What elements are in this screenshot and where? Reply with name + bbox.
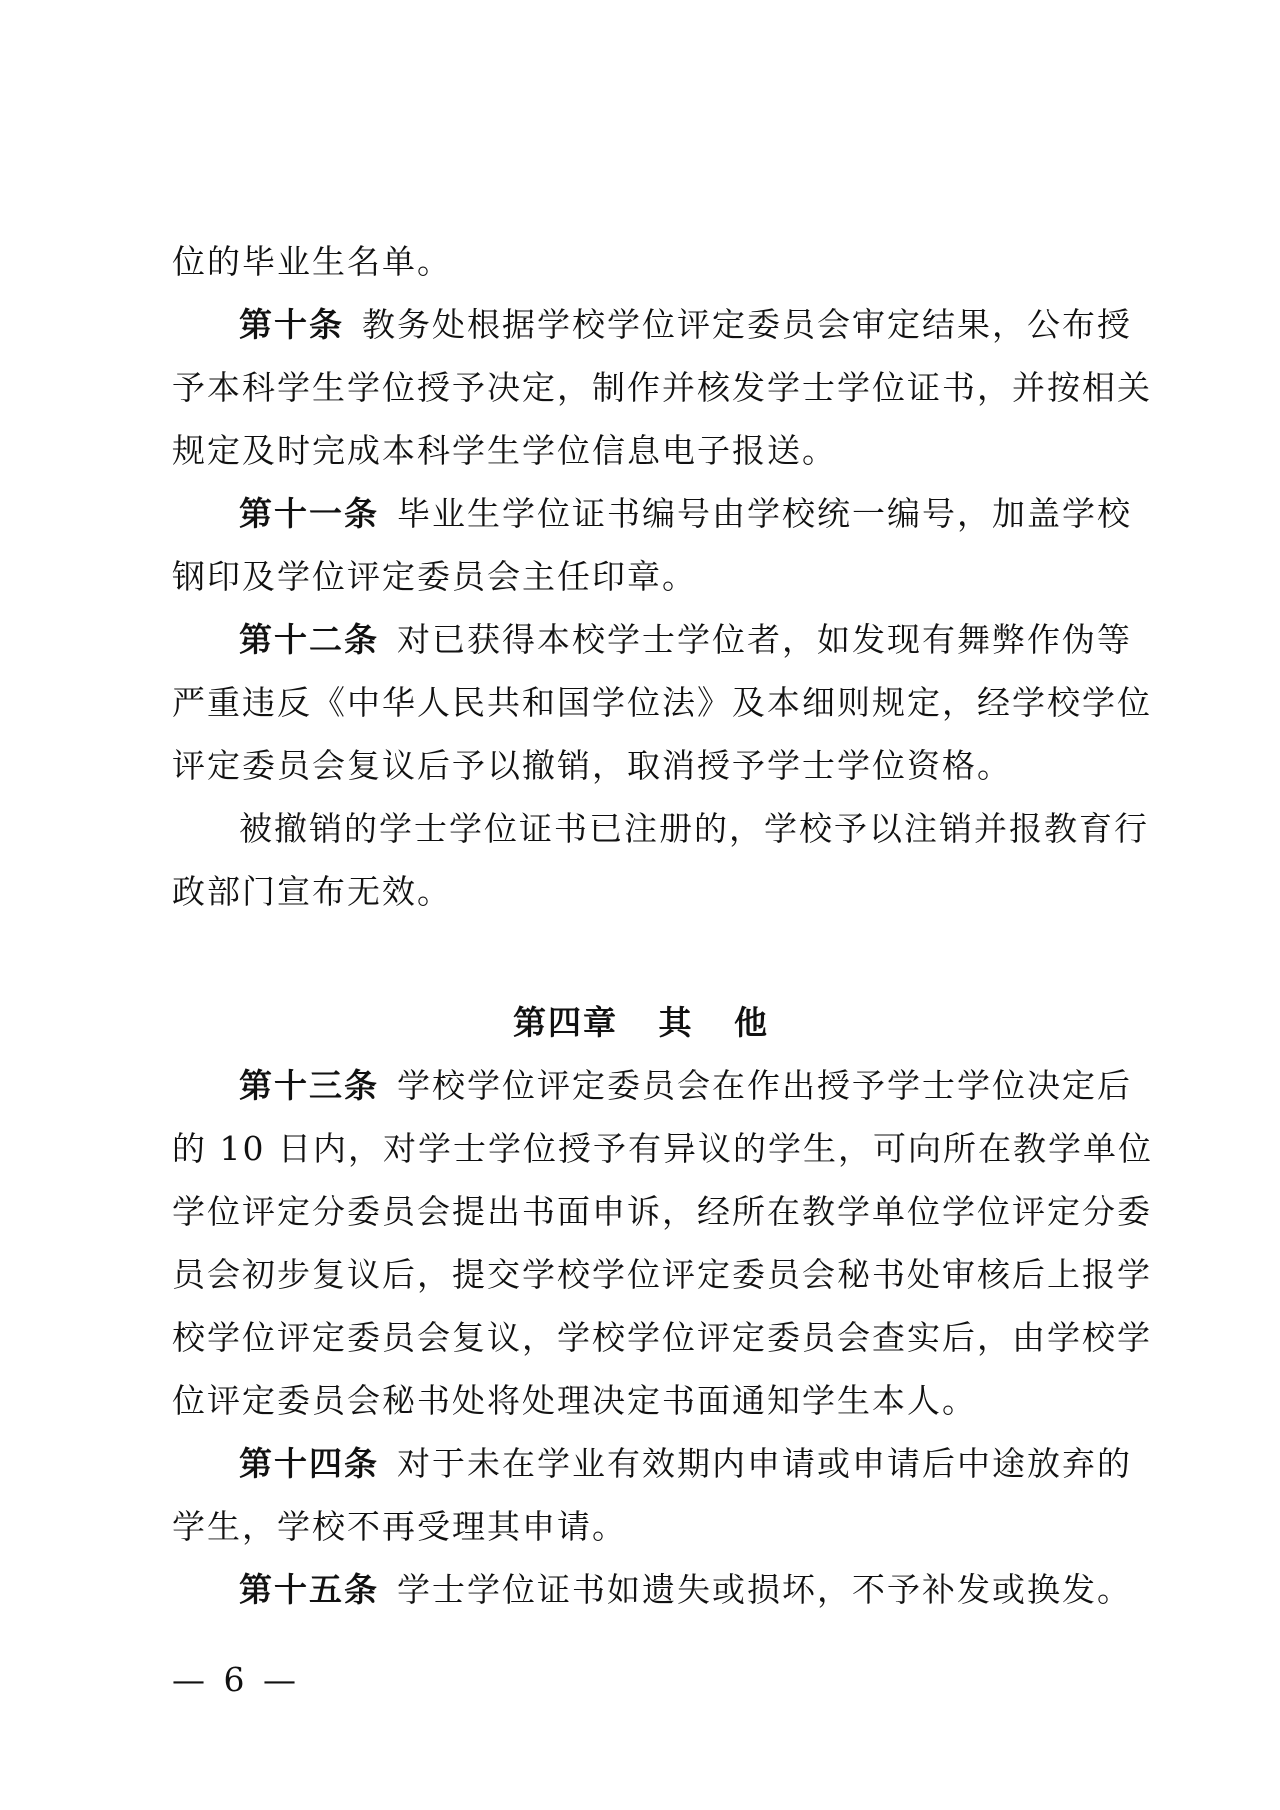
text-line: 规定及时完成本科学生学位信息电子报送。 <box>172 431 837 470</box>
text-line: 的 10 日内，对学士学位授予有异议的学生，可向所在教学单位 <box>172 1129 1153 1168</box>
text-line: 毕业生学位证书编号由学校统一编号，加盖学校 <box>397 494 1132 533</box>
paragraph-revocation <box>172 797 1149 923</box>
text-line: 位的毕业生名单。 <box>172 242 452 281</box>
paragraph-continuation <box>172 230 1110 293</box>
text-line: 教务处根据学校学位评定委员会审定结果，公布授 <box>362 305 1132 344</box>
article-12 <box>172 608 1152 797</box>
text-line: 员会初步复议后，提交学校学位评定委员会秘书处审核后上报学 <box>172 1255 1152 1294</box>
text-line: 评定委员会复议后予以撤销，取消授予学士学位资格。 <box>172 746 1012 785</box>
text-line: 被撤销的学士学位证书已注册的，学校予以注销并报教育行 <box>239 809 1149 848</box>
text-line: 予本科学生学位授予决定，制作并核发学士学位证书，并按相关 <box>172 368 1152 407</box>
text-line: 对于未在学业有效期内申请或申请后中途放弃的 <box>397 1444 1132 1483</box>
page-number: — 6 — <box>172 1660 300 1699</box>
text-line: 对已获得本校学士学位者，如发现有舞弊作伪等 <box>397 620 1132 659</box>
article-11 <box>172 482 1132 608</box>
document-body <box>172 230 1153 1621</box>
article-label: 第十一条 <box>239 494 379 533</box>
text-line: 学位评定分委员会提出书面申诉，经所在教学单位学位评定分委 <box>172 1192 1152 1231</box>
text-line: 学生，学校不再受理其申请。 <box>172 1507 627 1546</box>
text-line: 校学位评定委员会复议，学校学位评定委员会查实后，由学校学 <box>172 1318 1152 1357</box>
text-line: 学校学位评定委员会在作出授予学士学位决定后 <box>397 1066 1132 1105</box>
text-line: 严重违反《中华人民共和国学位法》及本细则规定，经学校学位 <box>172 683 1152 722</box>
text-line: 位评定委员会秘书处将处理决定书面通知学生本人。 <box>172 1381 977 1420</box>
text-line: 钢印及学位评定委员会主任印章。 <box>172 557 697 596</box>
article-label: 第十二条 <box>239 620 379 659</box>
article-14 <box>172 1432 1132 1558</box>
article-label: 第十条 <box>239 305 344 344</box>
article-label: 第十五条 <box>239 1570 379 1609</box>
article-label: 第十三条 <box>239 1066 379 1105</box>
article-label: 第十四条 <box>239 1444 379 1483</box>
article-15 <box>172 1558 1132 1621</box>
article-10 <box>172 293 1152 482</box>
article-13 <box>172 1054 1153 1432</box>
chapter-title: 第四章 其 他 <box>513 1003 769 1042</box>
text-line: 学士学位证书如遗失或损坏，不予补发或换发。 <box>397 1570 1132 1609</box>
text-line: 政部门宣布无效。 <box>172 872 452 911</box>
